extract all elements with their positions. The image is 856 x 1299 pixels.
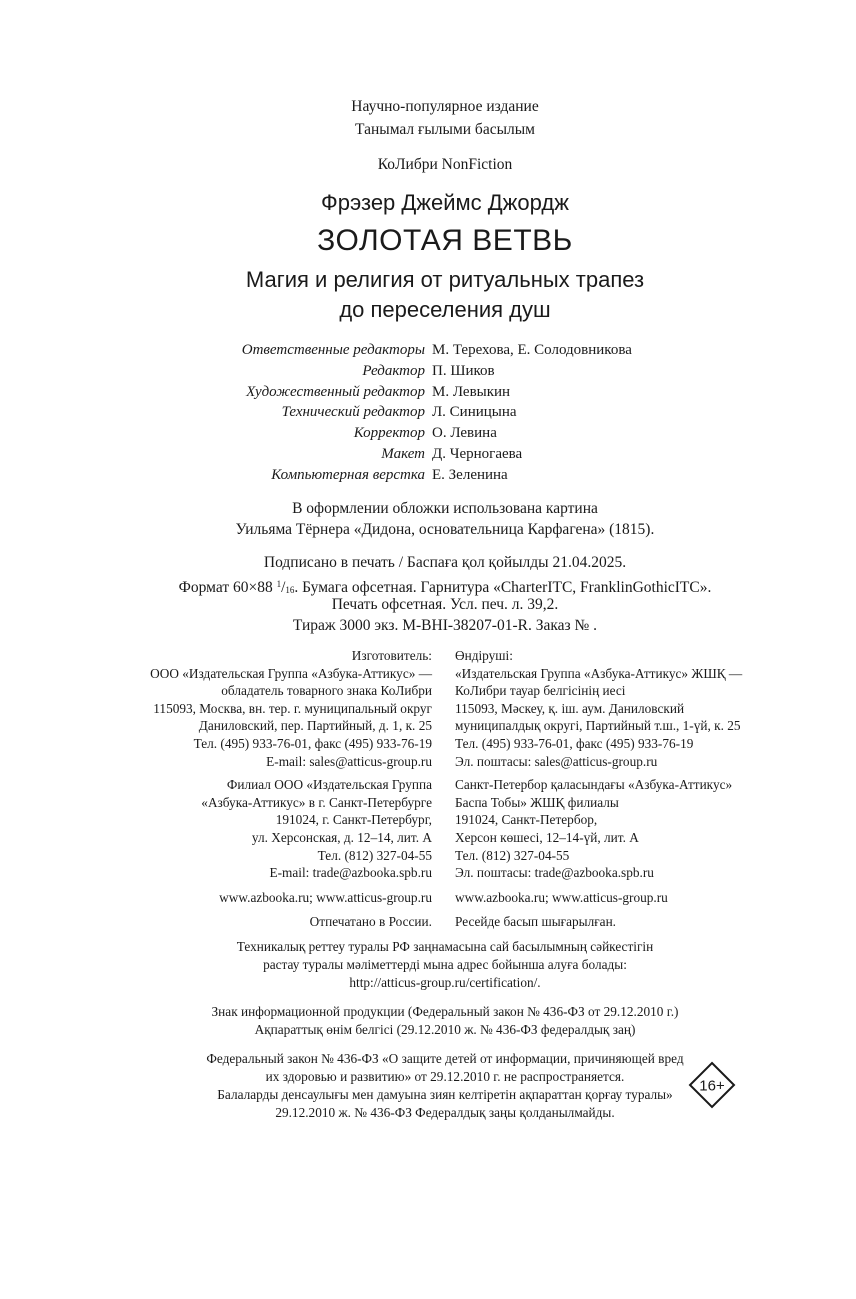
format-line: Формат 60×88 $^1/_{16}$. Бумага офсетная. Гарнитура «CharterITC, FranklinGothicITC». xyxy=(178,579,712,596)
credits-list xyxy=(0,340,856,486)
address-line: Даниловский, пер. Партийный, д. 1, к. 25 xyxy=(198,718,432,734)
address-line: муниципалдық округі, Партийный т.ш., 1-үй, к. 25 xyxy=(455,718,741,734)
credit-name: П. Шиков xyxy=(432,362,495,379)
format-denominator: 16 xyxy=(285,585,295,595)
printed-in-line: Ресейде басып шығарылған. xyxy=(455,914,617,930)
age-rating-badge xyxy=(688,1061,736,1109)
book-subtitle-line-2: до переселения душ xyxy=(339,297,551,322)
website-line: www.azbooka.ru; www.atticus-group.ru xyxy=(219,889,432,905)
printed-in-line: Отпечатано в России. xyxy=(309,914,432,930)
credit-name: М. Терехова, Е. Солодовникова xyxy=(432,342,632,358)
age-rating-text: 16+ xyxy=(699,1077,725,1095)
credit-name: Д. Черногаева xyxy=(432,445,523,462)
branch-line: «Азбука-Аттикус» в г. Санкт-Петербурге xyxy=(201,794,432,810)
branch-line: ул. Херсонская, д. 12–14, лит. А xyxy=(251,829,432,845)
format-prefix: Формат 60×88 xyxy=(178,579,277,596)
print-type: Печать офсетная. Усл. печ. л. 39,2. xyxy=(331,596,559,613)
book-author: Фрэзер Джеймс Джордж xyxy=(321,190,569,215)
law-line-4: 29.12.2010 ж. № 436-ФЗ Федералдық заңы қолданылмайды. xyxy=(275,1105,615,1120)
age-rating-diamond-icon xyxy=(688,1061,736,1109)
credit-row xyxy=(0,465,856,486)
manufacturer-kz xyxy=(455,647,742,931)
format-rest: . Бумага офсетная. Гарнитура «CharterITC, FranklinGothicITC». xyxy=(294,579,712,596)
credit-role: Редактор xyxy=(362,362,425,379)
branch-line: Тел. (812) 327-04-55 xyxy=(455,847,570,863)
branch-line: Санкт-Петербор қаласындағы «Азбука-Аттикус» xyxy=(455,777,733,793)
certification-line-3: http://atticus-group.ru/certification/. xyxy=(349,975,541,990)
series-name: КоЛибри NonFiction xyxy=(377,156,513,173)
manufacturer-label: Өндіруші: xyxy=(455,648,513,663)
book-title: ЗОЛОТАЯ ВЕТВЬ xyxy=(317,224,573,257)
branch-email-line: Эл. поштасы: trade@azbooka.spb.ru xyxy=(455,865,654,881)
print-run: Тираж 3000 экз. М-BHI-38207-01-R. Заказ № . xyxy=(292,617,598,634)
certification-line-2: растау туралы мәліметтерді мына адрес бойынша алуға болады: xyxy=(263,957,627,972)
signed-to-print: Подписано в печать / Баспаға қол қойылды 21.04.2025. xyxy=(263,554,627,571)
branch-line: 191024, Санкт-Петербор, xyxy=(455,812,598,828)
credit-role: Технический редактор xyxy=(281,404,425,421)
credit-role: Ответственные редакторы xyxy=(241,342,425,358)
address-line: 115093, Москва, вн. тер. г. муниципальный округ xyxy=(153,700,432,716)
book-subtitle-line-1: Магия и религия от ритуальных трапез xyxy=(245,267,645,292)
address-line: Тел. (495) 933-76-01, факс (495) 933-76-19 xyxy=(193,735,432,751)
address-line: КоЛибри тауар белгісінің иесі xyxy=(455,683,626,699)
address-line: «Издательская Группа «Азбука-Аттикус» ЖШҚ — xyxy=(455,665,743,681)
info-mark-line-1: Знак информационной продукции (Федеральный закон № 436-ФЗ от 29.12.2010 г.) xyxy=(211,1004,679,1019)
credit-row xyxy=(0,340,856,361)
branch-line: Баспа Тобы» ЖШҚ филиалы xyxy=(455,794,619,810)
credit-row xyxy=(0,382,856,403)
address-line: 115093, Мәскеу, қ. іш. аум. Даниловский xyxy=(455,700,685,716)
branch-line: 191024, г. Санкт-Петербург, xyxy=(275,812,432,828)
credit-role: Корректор xyxy=(353,425,425,442)
branch-line: Херсон көшесі, 12–14-үй, лит. А xyxy=(455,829,639,845)
edition-type-kz: Танымал ғылыми басылым xyxy=(355,121,535,138)
email-line: E-mail: sales@atticus-group.ru xyxy=(266,753,432,769)
credit-row xyxy=(0,444,856,465)
manufacturer-ru xyxy=(150,647,432,931)
address-line: ООО «Издательская Группа «Азбука-Аттикус» — xyxy=(150,665,432,681)
format-numerator: 1 xyxy=(276,579,282,589)
law-line-1: Федеральный закон № 436-ФЗ «О защите детей от информации, причиняющей вред xyxy=(206,1051,684,1066)
manufacturer-label: Изготовитель: xyxy=(351,648,432,663)
credit-row xyxy=(0,402,856,423)
credit-role: Художественный редактор xyxy=(246,383,425,400)
branch-email-line: E-mail: trade@azbooka.spb.ru xyxy=(269,865,432,881)
credit-row xyxy=(0,423,856,444)
email-line: Эл. поштасы: sales@atticus-group.ru xyxy=(455,753,658,769)
credit-role: Компьютерная верстка xyxy=(271,466,425,483)
credit-name: О. Левина xyxy=(432,425,497,442)
credit-name: Е. Зеленина xyxy=(432,466,508,483)
website-line: www.azbooka.ru; www.atticus-group.ru xyxy=(455,889,668,905)
branch-line: Тел. (812) 327-04-55 xyxy=(317,847,432,863)
law-line-3: Балаларды денсаулығы мен дамуына зиян келтіретін ақпараттан қорғау туралы» xyxy=(217,1087,673,1102)
law-line-2: их здоровью и развитию» от 29.12.2010 г. не распространяется. xyxy=(265,1069,625,1084)
credit-role: Макет xyxy=(381,445,425,462)
cover-note-line-2: Уильяма Тёрнера «Дидона, основательница Карфагена» (1815). xyxy=(235,521,655,538)
credit-name: М. Левыкин xyxy=(432,383,511,400)
edition-type-ru: Научно-популярное издание xyxy=(351,98,539,115)
credit-row xyxy=(0,361,856,382)
credit-name: Л. Синицына xyxy=(432,404,517,421)
address-line: обладатель товарного знака КоЛибри xyxy=(221,683,432,699)
address-line: Тел. (495) 933-76-01, факс (495) 933-76-19 xyxy=(455,735,694,751)
info-mark-line-2: Ақпараттық өнім белгісі (29.12.2010 ж. № 436-ФЗ федералдық заң) xyxy=(254,1022,636,1037)
certification-line-1: Техникалық реттеу туралы РФ заңнамасына сай басылымның сәйкестігін xyxy=(236,939,654,954)
cover-note-line-1: В оформлении обложки использована картина xyxy=(292,500,598,517)
branch-line: Филиал ООО «Издательская Группа xyxy=(226,777,432,793)
